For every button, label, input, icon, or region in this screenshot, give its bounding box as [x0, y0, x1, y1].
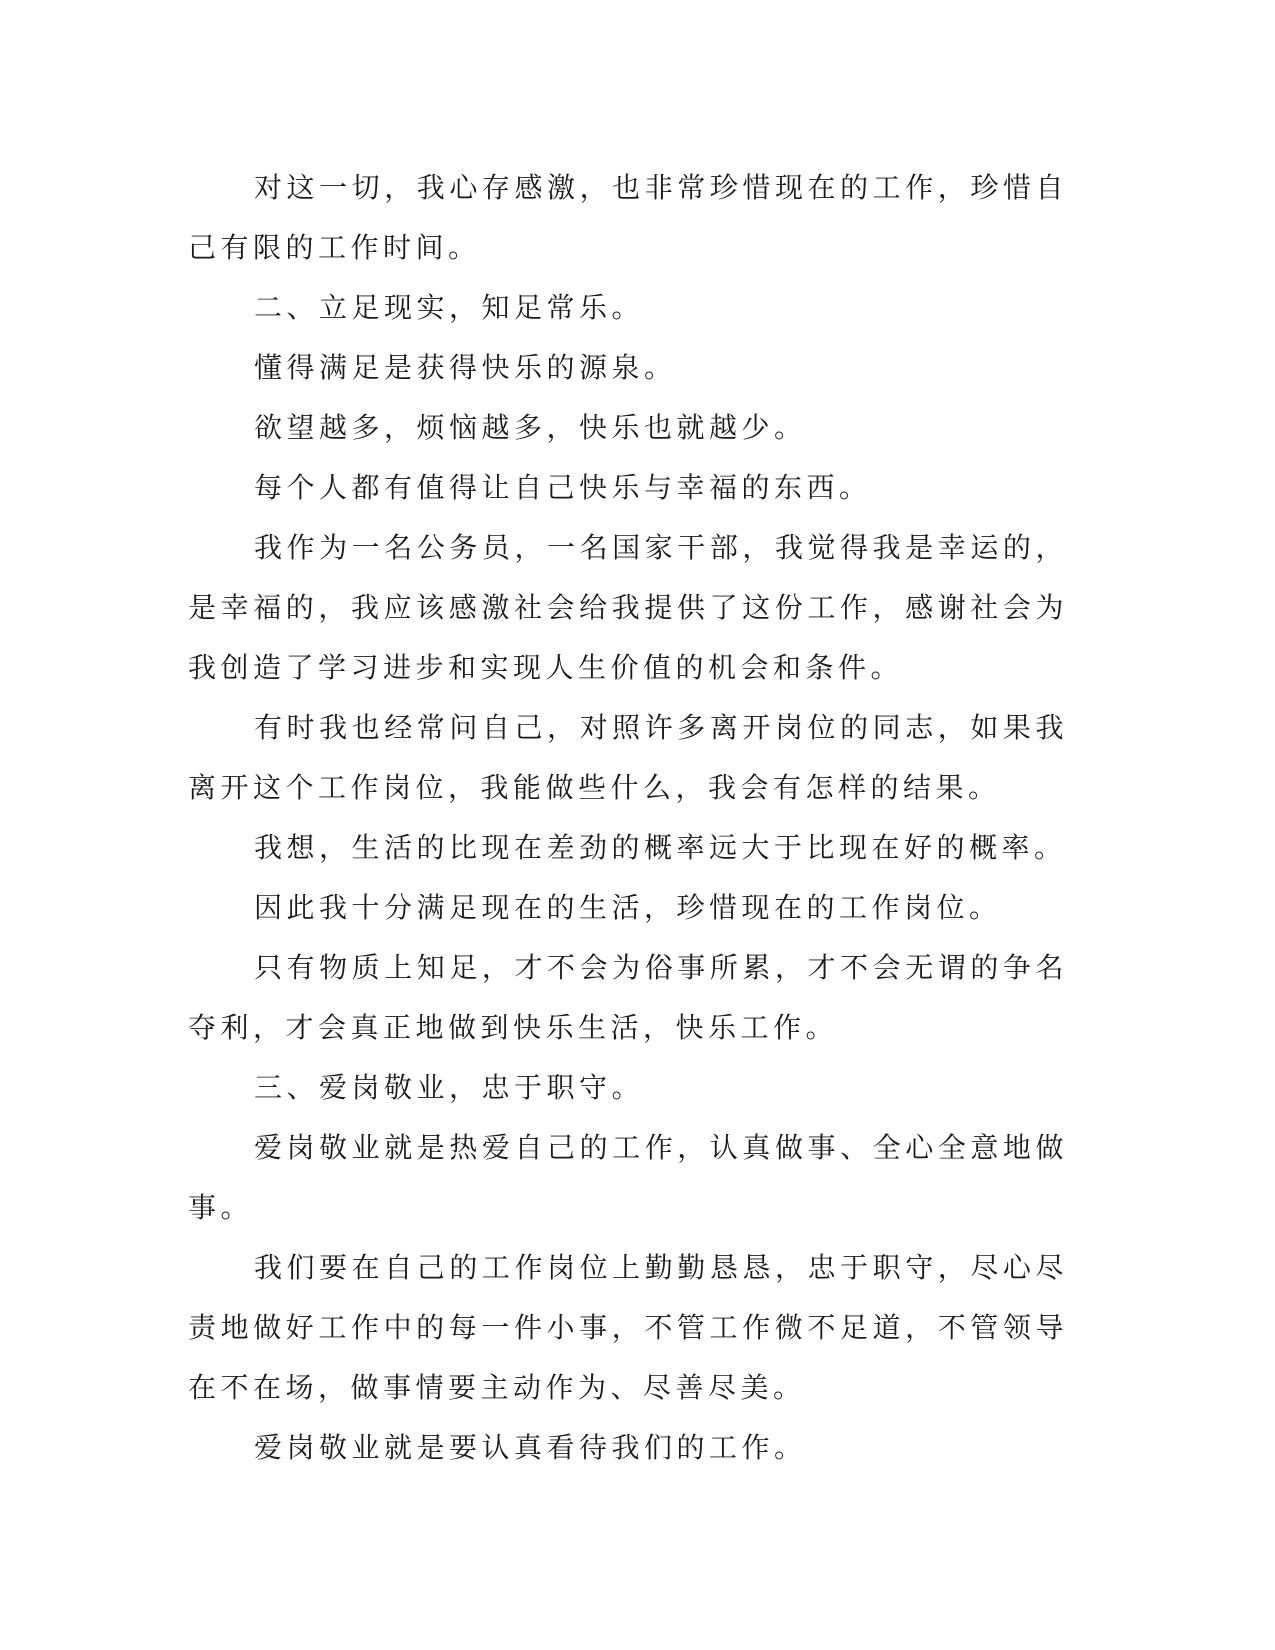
paragraph: 欲望越多，烦恼越多，快乐也就越少。 — [254, 411, 807, 444]
paragraph: 懂得满足是获得快乐的源泉。 — [254, 351, 677, 384]
paragraph: 只有物质上知足，才不会为俗事所累，才不会无谓的争名夺利，才会真正地做到快乐生活，快乐工作。 — [188, 951, 1068, 1044]
paragraph: 我作为一名公务员，一名国家干部，我觉得我是幸运的，是幸福的，我应该感激社会给我提供了这份工作，感谢社会为我创造了学习进步和实现人生价值的机会和条件。 — [188, 531, 1068, 684]
paragraph: 爱岗敬业就是要认真看待我们的工作。 — [254, 1431, 807, 1464]
paragraph: 每个人都有值得让自己快乐与幸福的东西。 — [254, 471, 872, 504]
paragraph: 我们要在自己的工作岗位上勤勤恳恳，忠于职守，尽心尽责地做好工作中的每一件小事，不管工作微不足道，不管领导在不在场，做事情要主动作为、尽善尽美。 — [188, 1251, 1068, 1404]
section-heading: 二、立足现实，知足常乐。 — [254, 291, 645, 324]
section-heading: 三、爱岗敬业，忠于职守。 — [254, 1071, 645, 1104]
paragraph: 因此我十分满足现在的生活，珍惜现在的工作岗位。 — [254, 891, 1002, 924]
paragraph: 对这一切，我心存感激，也非常珍惜现在的工作，珍惜自己有限的工作时间。 — [188, 171, 1068, 264]
document-body — [188, 158, 1068, 1478]
paragraph: 有时我也经常问自己，对照许多离开岗位的同志，如果我离开这个工作岗位，我能做些什么，我会有怎样的结果。 — [188, 711, 1068, 804]
paragraph: 我想，生活的比现在差劲的概率远大于比现在好的概率。 — [254, 831, 1067, 864]
paragraph: 爱岗敬业就是热爱自己的工作，认真做事、全心全意地做事。 — [188, 1131, 1068, 1224]
